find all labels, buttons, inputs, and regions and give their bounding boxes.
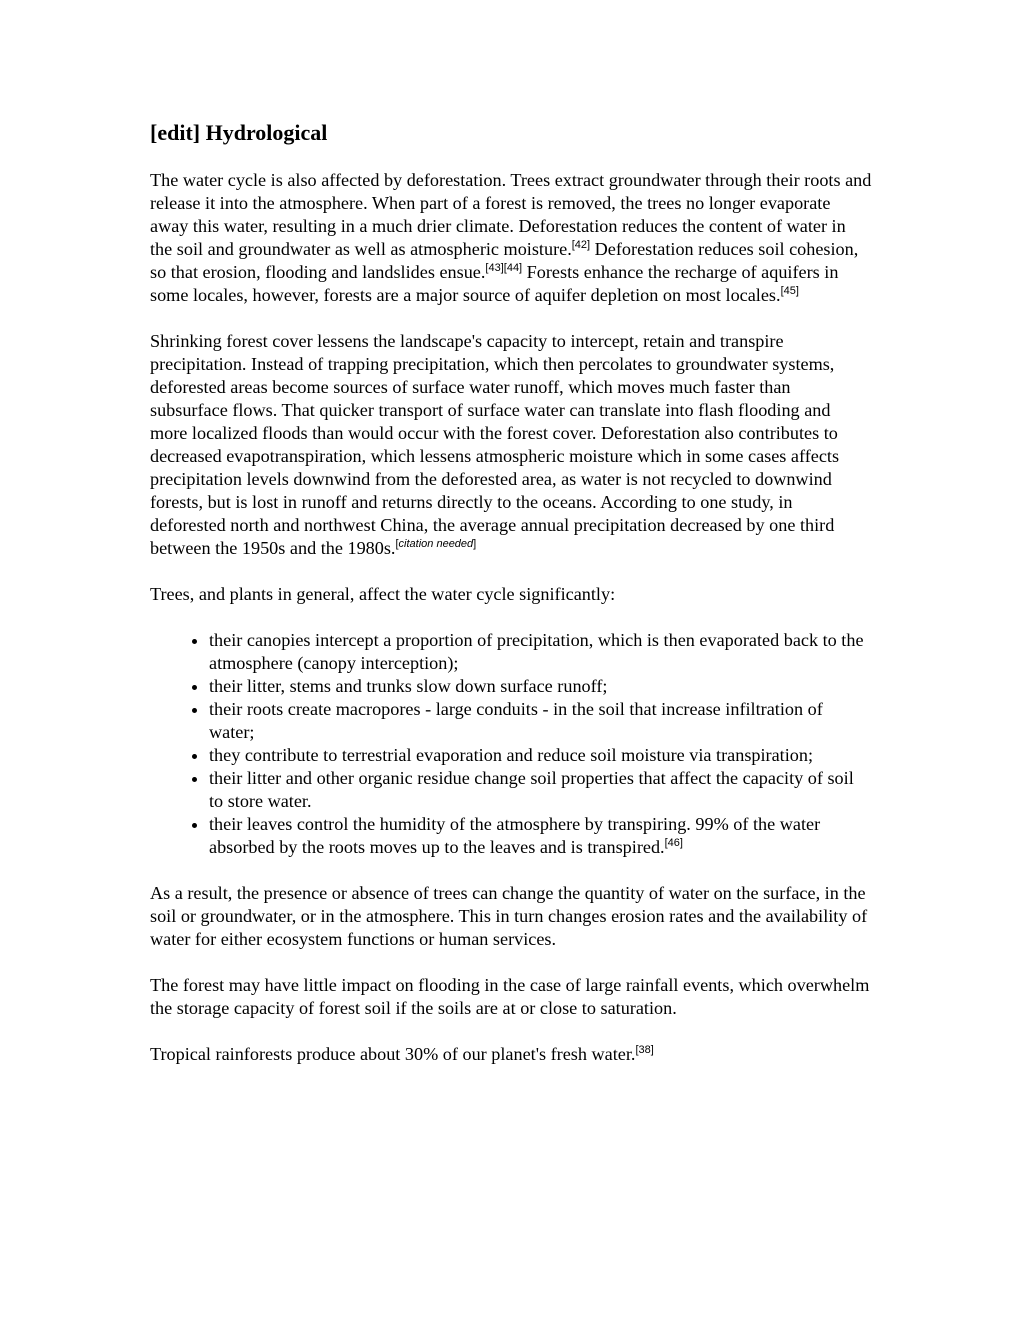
list-item-text: their leaves control the humidity of the atmosphere by transpiring. 99% of the water absorbed by the roots moves up to the leaves and is transpired. — [209, 814, 821, 857]
citation-needed-label: citation needed — [398, 538, 474, 550]
list-item: • they contribute to terrestrial evaporation and reduce soil moisture via transpiration; — [209, 744, 872, 767]
citation-46[interactable]: [46] — [664, 837, 683, 849]
citation-44[interactable]: [44] — [503, 262, 523, 274]
citation-bracket: [ — [395, 538, 399, 550]
citation-42[interactable]: [42] — [571, 239, 591, 251]
section-heading — [150, 118, 872, 148]
list-item: • their roots create macropores - large conduits - in the soil that increase infiltration of water; — [209, 698, 872, 744]
paragraph-text: Forests enhance the recharge of aquifers in some locales, however, forests are a major source of aquifer depletion on most locales. — [150, 262, 839, 305]
paragraph-result: As a result, the presence or absence of trees can change the quantity of water on the surface, in the soil or groundwater, or in the atmosphere. This in turn changes erosion rates and the availability of water for either ecosystem functions or human services. — [150, 883, 868, 949]
list-item — [209, 813, 872, 859]
paragraph-text: Deforestation reduces soil cohesion, so that erosion, flooding and landslides ensue. — [150, 239, 859, 282]
document-page — [150, 118, 872, 1089]
paragraph-text: Shrinking forest cover lessens the landscape's capacity to intercept, retain and transpire precipitation. Instead of trapping precipitation, which then percolates to groundwater systems, deforested areas become sources of surface water runoff, which moves much faster than subsurface flows. That quicker transport of surface water can translate into flash flooding and more localized floods than would occur with the forest cover. Deforestation also contributes to decreased evapotranspiration, which lessens atmospheric moisture which in some cases affects precipitation levels downwind from the deforested area, as water is not recycled to downwind forests, but is lost in runoff and returns directly to the oceans. According to one study, in deforested north and northwest China, the average annual precipitation decreased by one third between the 1950s and the 1980s. — [150, 331, 840, 558]
citation-bracket: ] — [473, 538, 477, 550]
citation-43[interactable]: [43] — [485, 262, 504, 274]
paragraph-text: Tropical rainforests produce about 30% of our planet's fresh water. — [150, 1044, 636, 1064]
edit-link[interactable]: [edit] — [150, 120, 201, 145]
list-item: • their litter, stems and trunks slow down surface runoff; — [209, 675, 872, 698]
effects-list — [150, 629, 872, 859]
citation-38[interactable]: [38] — [635, 1044, 654, 1056]
list-item: • their litter and other organic residue change soil properties that affect the capacity of soil to store water. — [209, 767, 872, 813]
citation-needed[interactable] — [395, 538, 476, 550]
section-title: Hydrological — [205, 120, 328, 145]
paragraph-rainforests — [150, 1043, 872, 1066]
citation-45[interactable]: [45] — [780, 285, 799, 297]
paragraph-list-intro: Trees, and plants in general, affect the water cycle significantly: — [150, 584, 616, 604]
paragraph-flooding: The forest may have little impact on flooding in the case of large rainfall events, which overwhelm the storage capacity of forest soil if the soils are at or close to saturation. — [150, 975, 870, 1018]
paragraph-text: The water cycle is also affected by deforestation. Trees extract groundwater through their roots and release it into the atmosphere. When part of a forest is removed, the trees no longer evaporate away this water, resulting in a much drier climate. Deforestation reduces the content of water in the soil and groundwater as well as atmospheric moisture. — [150, 170, 872, 259]
list-item: • their canopies intercept a proportion of precipitation, which is then evaporated back to the atmosphere (canopy interception); — [209, 629, 872, 675]
paragraph-water-cycle — [150, 169, 872, 307]
paragraph-forest-cover — [150, 330, 872, 560]
